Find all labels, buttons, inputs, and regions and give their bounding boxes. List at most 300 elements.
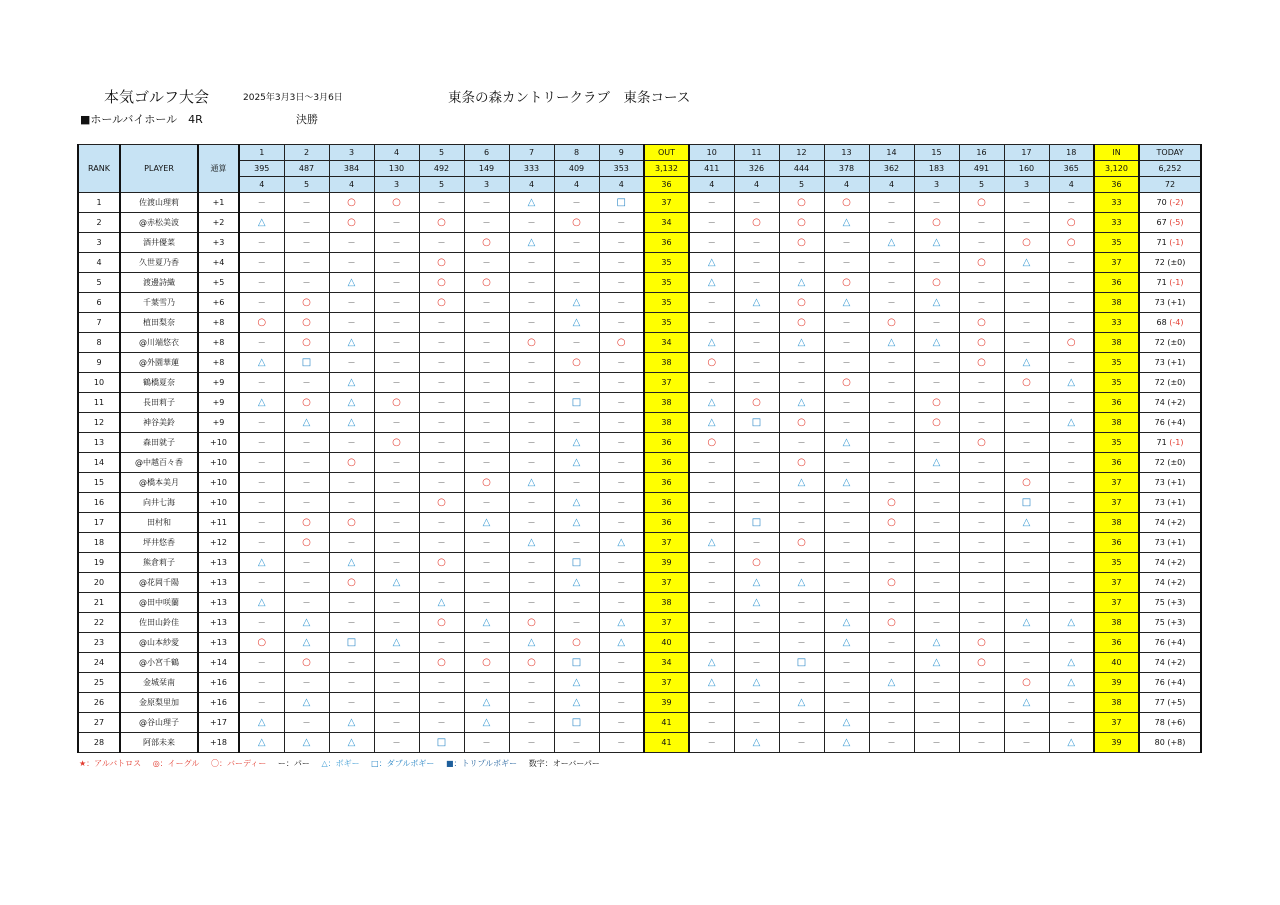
out-score: 38 [644, 413, 689, 433]
hole-number: 11 [734, 145, 779, 161]
birdie-mark: ○ [302, 396, 311, 408]
par-mark: － [707, 477, 716, 487]
hole-score [824, 193, 869, 213]
hole-score [329, 613, 374, 633]
bogey-mark: △ [617, 536, 626, 548]
par-mark: － [302, 477, 311, 487]
hole-score [1049, 313, 1094, 333]
hole-score [329, 653, 374, 673]
hole-par: 5 [284, 177, 329, 193]
bogey-mark: △ [1067, 736, 1076, 748]
hole-score [779, 313, 824, 333]
hole-score [509, 193, 554, 213]
hole-score [1049, 393, 1094, 413]
out-score: 37 [644, 193, 689, 213]
hole-score [959, 733, 1004, 753]
par-mark: － [572, 377, 581, 387]
birdie-mark: ○ [932, 396, 941, 408]
par-mark: － [437, 417, 446, 427]
hole-par: 4 [869, 177, 914, 193]
hole-score [959, 673, 1004, 693]
table-row [78, 593, 1201, 613]
today-score [1139, 533, 1201, 553]
par-mark: － [617, 497, 626, 507]
par-mark: － [347, 437, 356, 447]
today-score [1139, 293, 1201, 313]
bogey-mark: △ [842, 736, 851, 748]
player-total: +4 [198, 253, 239, 273]
hole-score [509, 573, 554, 593]
player-name: @田中咲蘭 [120, 593, 198, 613]
hole-score [509, 253, 554, 273]
par-mark: － [347, 537, 356, 547]
hole-score [1004, 633, 1049, 653]
hole-score [914, 613, 959, 633]
birdie-mark: ○ [572, 636, 581, 648]
birdie-mark: ○ [347, 216, 356, 228]
today-score [1139, 673, 1201, 693]
hole-score [374, 733, 419, 753]
hole-score [239, 453, 284, 473]
par-mark: － [842, 517, 851, 527]
hole-score [284, 333, 329, 353]
today-strokes: 76 [1154, 417, 1168, 427]
par-mark: － [527, 397, 536, 407]
par-mark: － [617, 597, 626, 607]
bogey-mark: △ [482, 516, 491, 528]
hole-score [824, 693, 869, 713]
hole-score [599, 413, 644, 433]
hole-number: 16 [959, 145, 1004, 161]
bogey-mark: △ [707, 336, 716, 348]
birdie-mark: ○ [347, 576, 356, 588]
player-rank: 25 [78, 673, 120, 693]
hole-score [374, 213, 419, 233]
hole-score [509, 233, 554, 253]
par-mark: － [347, 677, 356, 687]
hole-score [914, 353, 959, 373]
par-mark: － [842, 357, 851, 367]
par-mark: － [617, 277, 626, 287]
today-score [1139, 353, 1201, 373]
hole-score [464, 653, 509, 673]
today-diff: (+1) [1167, 477, 1186, 487]
hole-score [869, 533, 914, 553]
out-score: 37 [644, 673, 689, 693]
par-mark: － [1022, 657, 1031, 667]
hole-score [554, 213, 599, 233]
par-mark: － [842, 597, 851, 607]
player-name: 酒井優菜 [120, 233, 198, 253]
hole-score [734, 693, 779, 713]
birdie-mark: ○ [527, 616, 536, 628]
hole-score [419, 193, 464, 213]
bogey-mark: △ [302, 636, 311, 648]
hole-score [914, 493, 959, 513]
today-strokes: 67 [1156, 217, 1170, 227]
par-mark: － [797, 257, 806, 267]
par-mark: － [977, 597, 986, 607]
par-mark: － [392, 657, 401, 667]
hole-score [464, 253, 509, 273]
hole-score [959, 333, 1004, 353]
legend-eagle: ◎：イーグル [152, 759, 200, 768]
table-row [78, 373, 1201, 393]
hole-score [824, 333, 869, 353]
player-total: +10 [198, 493, 239, 513]
par-mark: － [887, 657, 896, 667]
hole-score [1049, 453, 1094, 473]
par-mark: － [392, 277, 401, 287]
today-score [1139, 553, 1201, 573]
hole-score [374, 293, 419, 313]
hole-number: 2 [284, 145, 329, 161]
table-row [78, 293, 1201, 313]
today-diff: (+3) [1167, 597, 1186, 607]
hole-score [689, 233, 734, 253]
par-mark: － [752, 637, 761, 647]
double-bogey-mark: □ [301, 356, 312, 368]
par-mark: － [347, 237, 356, 247]
par-mark: － [392, 717, 401, 727]
hole-score [824, 473, 869, 493]
hole-score [329, 493, 374, 513]
today-diff: (+4) [1167, 417, 1186, 427]
hole-score [779, 733, 824, 753]
bogey-mark: △ [842, 296, 851, 308]
hole-score [284, 353, 329, 373]
bogey-mark: △ [797, 336, 806, 348]
table-row [78, 353, 1201, 373]
par-mark: － [527, 277, 536, 287]
in-score: 36 [1094, 533, 1139, 553]
par-mark: － [1022, 217, 1031, 227]
hole-score [869, 413, 914, 433]
hole-score [779, 533, 824, 553]
par-mark: － [437, 397, 446, 407]
hole-score [419, 673, 464, 693]
player-total: +11 [198, 513, 239, 533]
hole-score [1004, 573, 1049, 593]
hole-score [914, 733, 959, 753]
hole-score [1049, 573, 1094, 593]
birdie-mark: ○ [707, 356, 717, 368]
player-header: PLAYER [120, 145, 198, 193]
hole-score [1049, 293, 1094, 313]
hole-score [869, 673, 914, 693]
hole-number: 18 [1049, 145, 1094, 161]
bogey-mark: △ [797, 276, 806, 288]
hole-score [419, 353, 464, 373]
hole-score [509, 433, 554, 453]
hole-score [374, 193, 419, 213]
par-mark: － [527, 257, 536, 267]
hole-par: 3 [1004, 177, 1049, 193]
birdie-mark: ○ [1066, 336, 1076, 348]
hole-score [779, 393, 824, 413]
hole-score [599, 473, 644, 493]
par-mark: － [302, 257, 311, 267]
in-score: 36 [1094, 453, 1139, 473]
par-mark: － [482, 537, 491, 547]
hole-score [959, 373, 1004, 393]
hole-score [824, 453, 869, 473]
hole-yardage: 326 [734, 161, 779, 177]
hole-score [239, 553, 284, 573]
hole-score [914, 373, 959, 393]
par-mark: － [1022, 417, 1031, 427]
in-score: 35 [1094, 373, 1139, 393]
par-mark: － [527, 417, 536, 427]
round-label: 決勝 [296, 113, 318, 126]
hole-score [1049, 213, 1094, 233]
birdie-mark: ○ [527, 656, 536, 668]
par-mark: － [1022, 277, 1031, 287]
par-mark: － [617, 577, 626, 587]
birdie-mark: ○ [302, 336, 311, 348]
hole-score [824, 493, 869, 513]
table-row [78, 613, 1201, 633]
par-mark: － [527, 717, 536, 727]
out-score: 34 [644, 213, 689, 233]
bogey-mark: △ [842, 616, 851, 628]
bogey-mark: △ [257, 736, 266, 748]
hole-score [869, 253, 914, 273]
hole-score [824, 653, 869, 673]
hole-score [239, 673, 284, 693]
player-name: @橋本美月 [120, 473, 198, 493]
hole-score [869, 693, 914, 713]
par-mark: － [977, 697, 986, 707]
player-rank: 12 [78, 413, 120, 433]
par-mark: － [932, 517, 941, 527]
hole-score [419, 313, 464, 333]
hole-score [959, 413, 1004, 433]
hole-score [1004, 593, 1049, 613]
birdie-mark: ○ [842, 196, 851, 208]
hole-score [689, 693, 734, 713]
hole-score [914, 273, 959, 293]
today-diff: (-4) [1169, 317, 1184, 327]
bogey-mark: △ [1022, 356, 1031, 368]
out-score: 35 [644, 253, 689, 273]
bogey-mark: △ [347, 396, 356, 408]
today-diff: (+5) [1167, 697, 1186, 707]
birdie-mark: ○ [797, 216, 806, 228]
par-mark: － [707, 377, 716, 387]
birdie-mark: ○ [1022, 236, 1031, 248]
par-mark: － [977, 277, 986, 287]
hole-score [734, 713, 779, 733]
today-strokes: 73 [1154, 477, 1168, 487]
hole-score [464, 533, 509, 553]
hole-score [869, 573, 914, 593]
par-mark: － [797, 597, 806, 607]
par-mark: － [527, 577, 536, 587]
par-mark: － [257, 497, 266, 507]
par-mark: － [752, 697, 761, 707]
hole-score [239, 593, 284, 613]
hole-score [914, 333, 959, 353]
par-mark: － [707, 577, 716, 587]
table-row [78, 713, 1201, 733]
par-mark: － [977, 217, 986, 227]
hole-score [734, 733, 779, 753]
birdie-mark: ○ [437, 616, 446, 628]
bogey-mark: △ [257, 596, 266, 608]
hole-score [599, 593, 644, 613]
par-mark: － [977, 417, 986, 427]
hole-score [689, 373, 734, 393]
par-mark: － [797, 497, 806, 507]
bogey-mark: △ [257, 716, 266, 728]
hole-score [554, 673, 599, 693]
par-mark: － [887, 277, 896, 287]
out-score: 34 [644, 333, 689, 353]
player-total: +5 [198, 273, 239, 293]
par-mark: － [887, 217, 896, 227]
out-par: 36 [644, 177, 689, 193]
double-bogey-mark: □ [1021, 496, 1032, 508]
par-mark: － [617, 557, 626, 567]
par-mark: － [617, 517, 626, 527]
hole-score [779, 413, 824, 433]
player-total: +12 [198, 533, 239, 553]
par-mark: － [1022, 597, 1031, 607]
hole-score [779, 293, 824, 313]
hole-score [869, 633, 914, 653]
hole-score [1004, 353, 1049, 373]
hole-score [509, 613, 554, 633]
par-mark: － [842, 537, 851, 547]
today-diff: (+4) [1167, 637, 1186, 647]
par-mark: － [797, 677, 806, 687]
hole-score [689, 513, 734, 533]
hole-score [959, 253, 1004, 273]
hole-score [824, 273, 869, 293]
par-mark: － [977, 297, 986, 307]
hole-score [284, 313, 329, 333]
par-mark: － [257, 537, 266, 547]
player-rank: 17 [78, 513, 120, 533]
hole-score [914, 453, 959, 473]
hole-score [329, 713, 374, 733]
hole-score [779, 693, 824, 713]
par-mark: － [617, 257, 626, 267]
hole-par: 4 [1049, 177, 1094, 193]
par-mark: － [392, 477, 401, 487]
out-yardage: 3,132 [644, 161, 689, 177]
par-mark: － [617, 217, 626, 227]
par-mark: － [572, 617, 581, 627]
hole-score [284, 473, 329, 493]
par-mark: － [707, 217, 716, 227]
hole-score [599, 693, 644, 713]
player-name: @山本紗愛 [120, 633, 198, 653]
par-mark: － [392, 557, 401, 567]
par-mark: － [1067, 317, 1076, 327]
par-mark: － [527, 737, 536, 747]
hole-score [1049, 493, 1094, 513]
birdie-mark: ○ [437, 496, 446, 508]
par-mark: － [257, 197, 266, 207]
table-row [78, 673, 1201, 693]
table-row [78, 233, 1201, 253]
birdie-mark: ○ [302, 296, 311, 308]
bogey-mark: △ [437, 596, 446, 608]
hole-score [914, 633, 959, 653]
par-mark: － [437, 697, 446, 707]
hole-score [779, 353, 824, 373]
bogey-mark: △ [797, 576, 806, 588]
par-mark: － [347, 657, 356, 667]
out-score: 39 [644, 553, 689, 573]
hole-score [329, 473, 374, 493]
today-strokes: 75 [1154, 617, 1168, 627]
par-mark: － [887, 457, 896, 467]
hole-par: 4 [554, 177, 599, 193]
hole-score [689, 673, 734, 693]
par-mark: － [1067, 637, 1076, 647]
par-mark: － [707, 317, 716, 327]
par-mark: － [482, 497, 491, 507]
par-mark: － [977, 457, 986, 467]
hole-number: 12 [779, 145, 824, 161]
today-strokes: 72 [1154, 457, 1168, 467]
par-mark: － [1067, 497, 1076, 507]
in-score: 38 [1094, 613, 1139, 633]
hole-score [689, 593, 734, 613]
bogey-mark: △ [707, 276, 716, 288]
par-mark: － [392, 377, 401, 387]
hole-score [1049, 233, 1094, 253]
birdie-mark: ○ [887, 316, 896, 328]
hole-score [689, 433, 734, 453]
hole-score [374, 613, 419, 633]
bogey-mark: △ [302, 616, 311, 628]
birdie-mark: ○ [752, 216, 761, 228]
hole-score [284, 633, 329, 653]
bogey-mark: △ [482, 696, 491, 708]
hole-score [689, 413, 734, 433]
hole-score [509, 673, 554, 693]
today-strokes: 71 [1156, 437, 1170, 447]
hole-score [284, 513, 329, 533]
bogey-mark: △ [752, 676, 761, 688]
birdie-mark: ○ [977, 196, 986, 208]
par-mark: － [437, 437, 446, 447]
hole-score [734, 313, 779, 333]
par-mark: － [1067, 537, 1076, 547]
today-score [1139, 573, 1201, 593]
hole-score [734, 213, 779, 233]
par-mark: － [1067, 277, 1076, 287]
hole-score [329, 253, 374, 273]
today-diff: (+2) [1167, 657, 1186, 667]
hole-score [599, 613, 644, 633]
birdie-mark: ○ [392, 396, 401, 408]
par-mark: － [302, 677, 311, 687]
player-total: +16 [198, 693, 239, 713]
par-mark: － [1067, 197, 1076, 207]
out-score: 40 [644, 633, 689, 653]
hole-score [239, 353, 284, 373]
hole-score [464, 213, 509, 233]
hole-score [734, 333, 779, 353]
player-total: +1 [198, 193, 239, 213]
today-diff: (+3) [1167, 617, 1186, 627]
hole-score [284, 573, 329, 593]
